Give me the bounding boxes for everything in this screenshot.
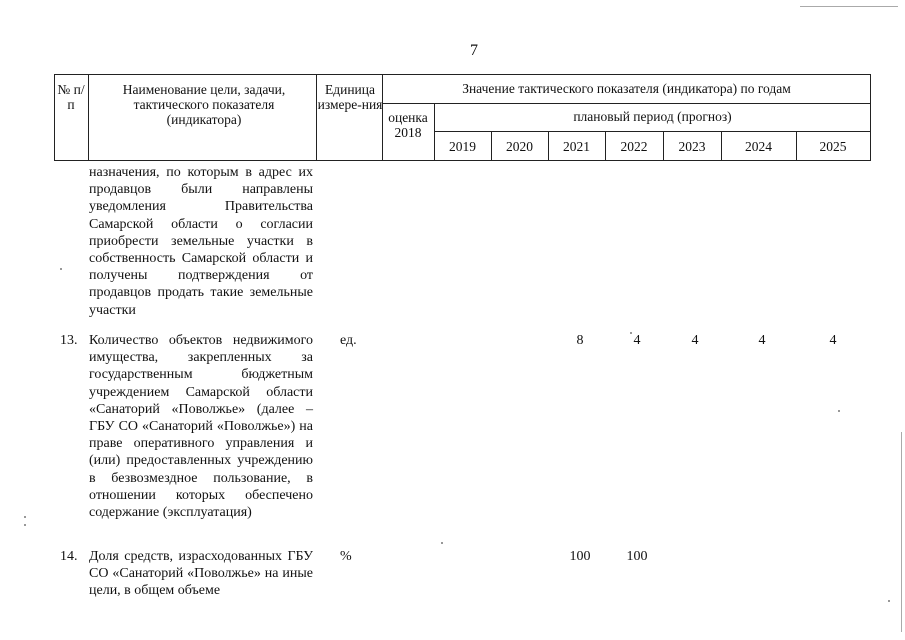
scan-dot [888,600,890,602]
table-row-14-name: Доля средств, израсходованных ГБУ СО «Санаторий «Поволжье» на иные цели, в общем объеме [89,549,313,599]
table-row-14-num: 14. [60,549,78,564]
table-row-14-2021: 100 [569,549,591,564]
year-2019: 2019 [449,139,476,154]
table-row-13-2021: 8 [576,333,584,348]
page-number: 7 [470,42,478,59]
table-row-13-2023: 4 [691,333,699,348]
table-row-14-2022: 100 [626,549,648,564]
scan-artifact-right-edge [901,432,902,632]
table-row-13-2022: 4 [633,333,641,348]
table-header [54,74,870,160]
scan-artifact-top-right [800,6,898,7]
year-2022: 2022 [620,139,648,154]
table-row-13-name: Количество объектов недвижимого имущества, закрепленных за государственным бюджетным учреждением Самарской области «Санаторий «Поволжье» (далее – ГБУ СО «Санаторий «Поволжье») на праве оперативного управления и (или) предоставленных учреждению в безвозмездное пользование, в отношении которых обеспечено содержание (эксплуатация) [89,333,313,521]
year-2021: 2021 [563,139,590,154]
scan-dot [24,524,26,526]
header-unit: Единица измере-ния [317,82,383,112]
header-plan: плановый период (прогноз) [573,109,732,124]
scan-dot [838,410,840,412]
header-estimate: оценка 2018 [388,110,428,140]
table-row-14-unit: % [340,549,352,564]
header-name: Наименование цели, задачи, тактического показателя (индикатора) [122,82,286,127]
scan-dot [441,542,443,544]
scan-dot [60,268,62,270]
header-values: Значение тактического показателя (индикатора) по годам [462,81,791,96]
year-2023: 2023 [678,139,706,154]
year-2024: 2024 [745,139,772,154]
scan-dot [24,516,26,518]
year-2025: 2025 [819,139,847,154]
table-row-13-unit: ед. [340,333,357,348]
header-num: № п/п [57,82,85,112]
table-row-13-2024: 4 [758,333,766,348]
table-row-continuation-name: назначения, по которым в адрес их продавцов были направлены уведомления Правительства Самарской области о согласии приобрести земельные участки в собственность Самарской области и получены подтверждения от продавцов продать такие земельные участки [89,165,313,318]
scan-dot [630,332,632,334]
table-row-13-2025: 4 [829,333,837,348]
table-row-13-num: 13. [60,333,78,348]
year-2020: 2020 [506,139,533,154]
